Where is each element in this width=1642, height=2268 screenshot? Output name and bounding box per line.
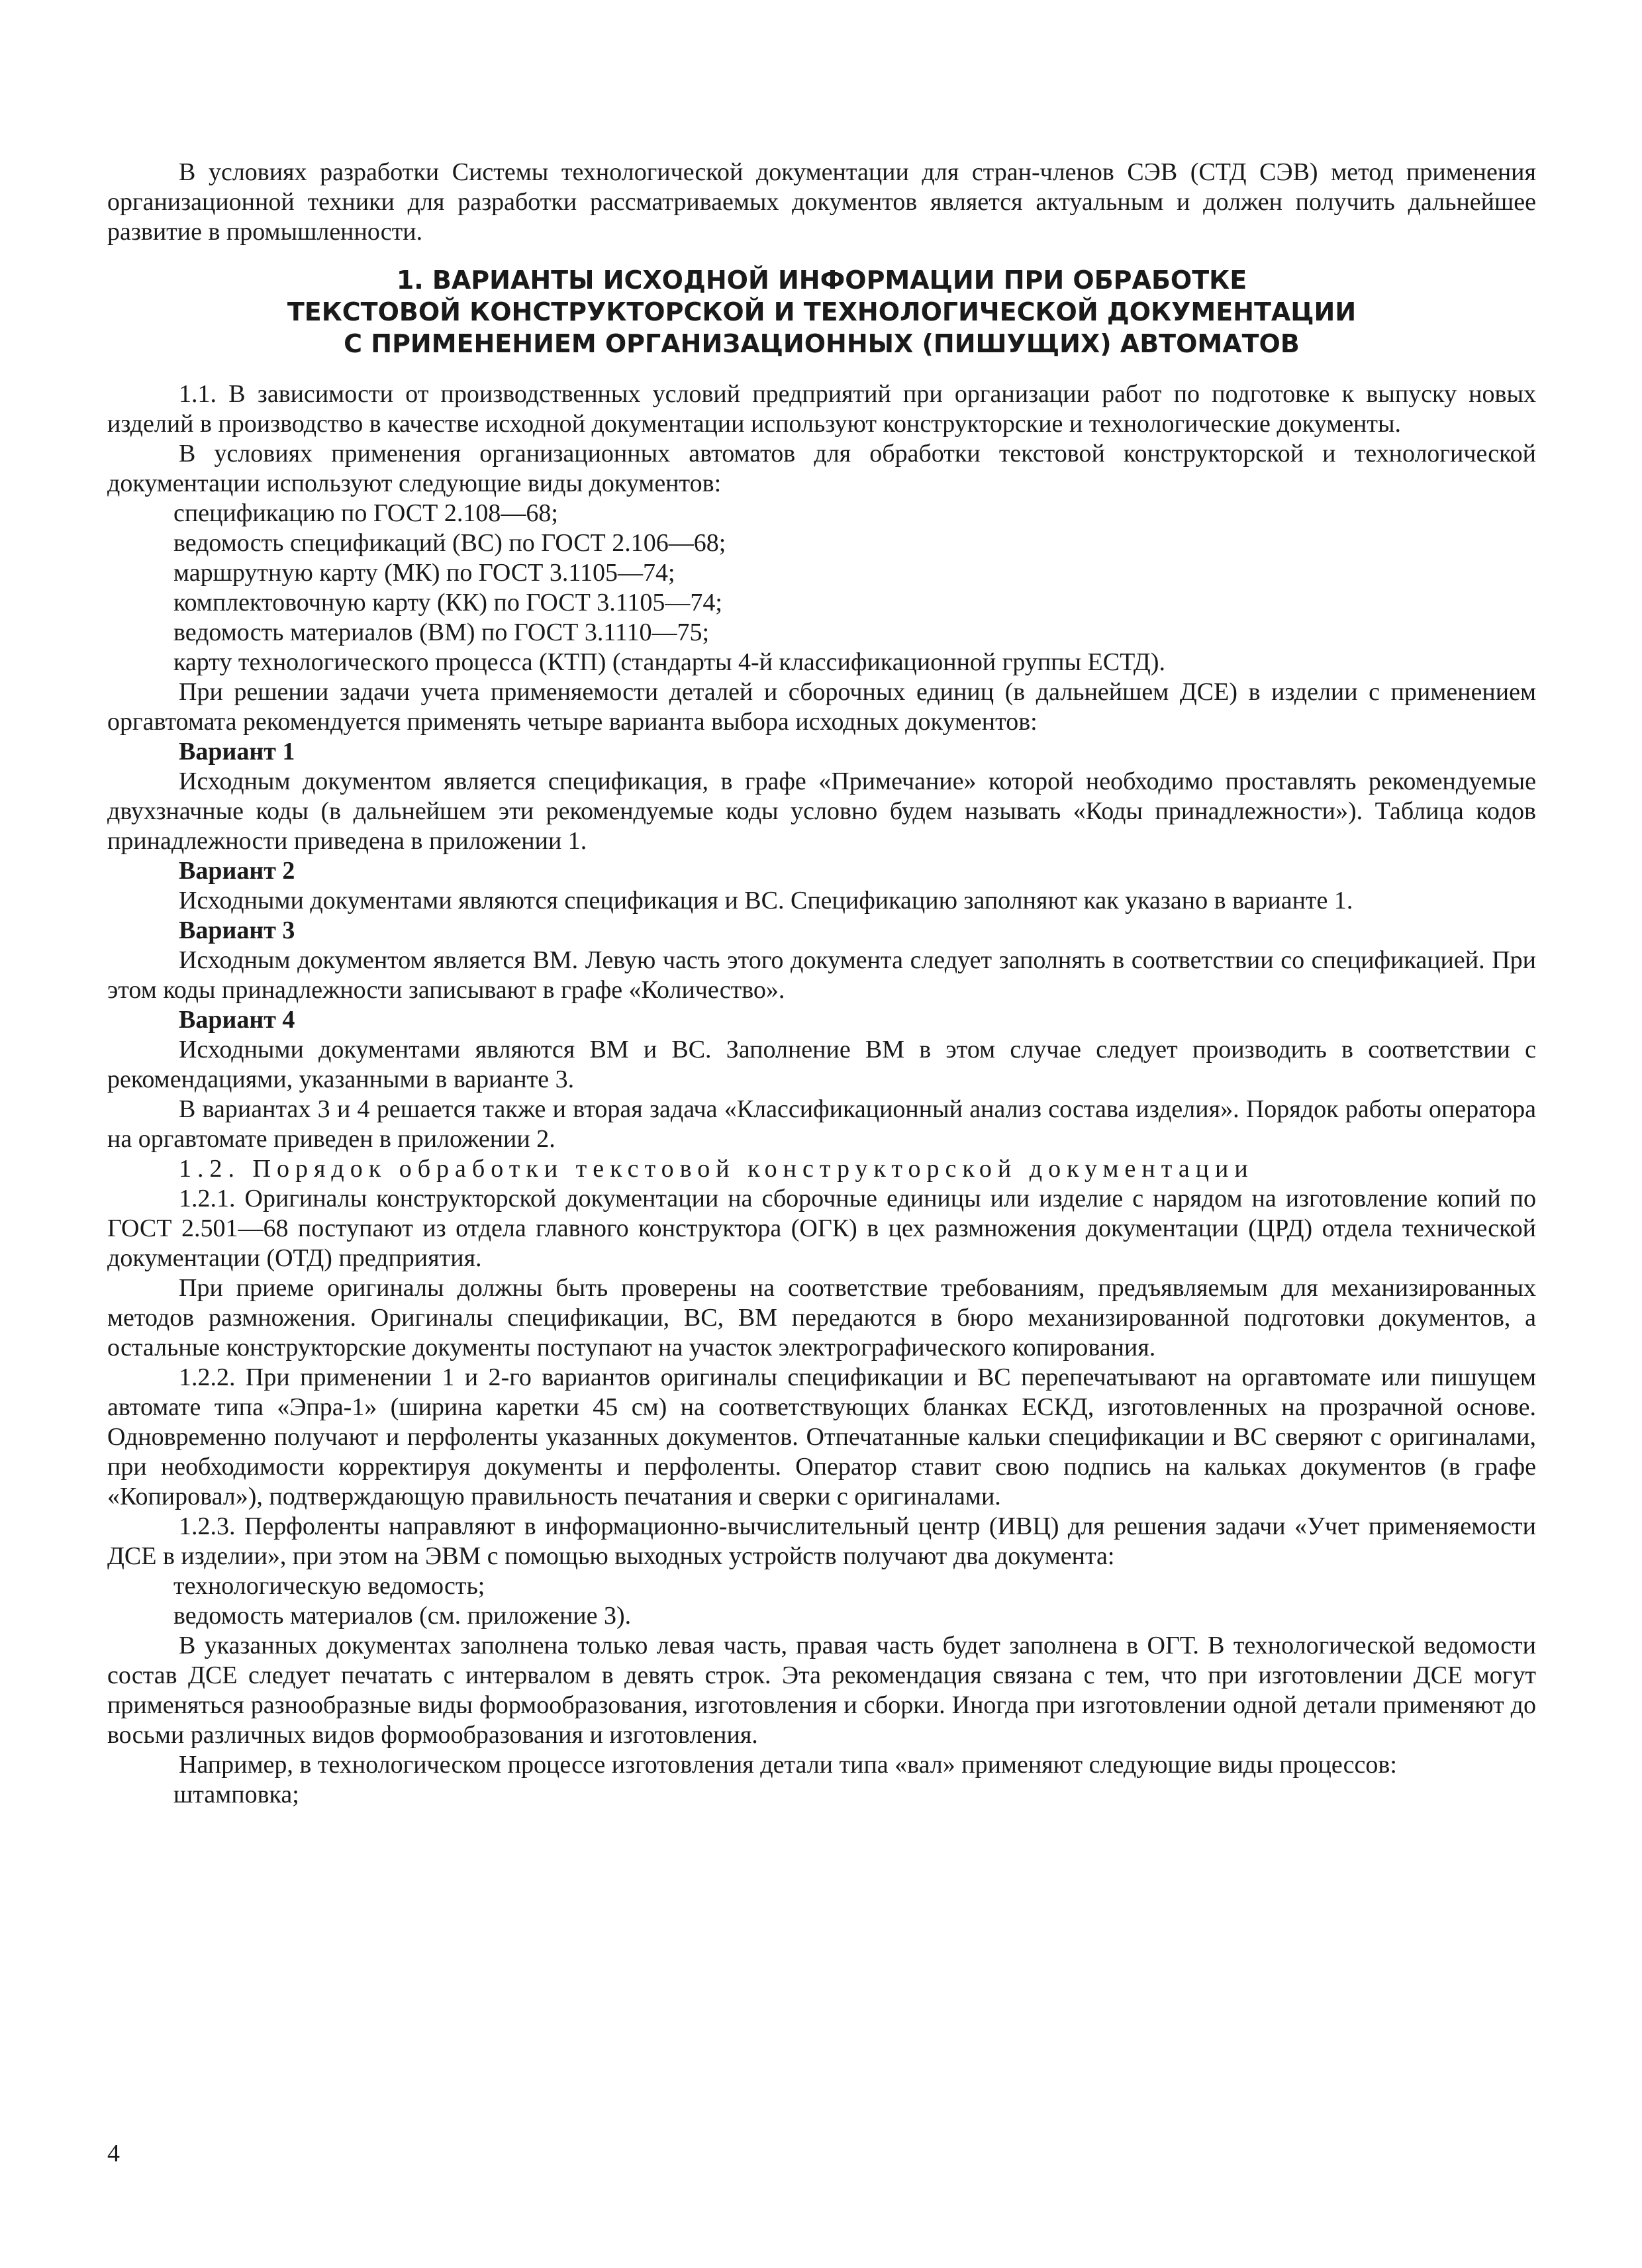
section-1-title <box>107 264 1536 360</box>
paragraph-1-2-3: 1.2.3. Перфоленты направляют в информационно-вычислительный центр (ИВЦ) для решения задачи «Учет применяемости ДСЕ в изделии», при этом на ЭВМ с помощью выходных устройств получают два документа: <box>107 1512 1536 1570</box>
output-documents-list <box>107 1571 1536 1631</box>
paragraph-1-1: 1.1. В зависимости от производственных условий предприятий при организации работ по подготовке к выпуску новых изделий в производство в качестве исходной документации используют конструкторские и технологические документы. <box>107 380 1536 438</box>
list-item: ведомость спецификаций (ВС) по ГОСТ 2.106—68; <box>173 529 726 557</box>
document-types-list <box>107 499 1536 677</box>
variant-heading: Вариант 4 <box>179 1006 295 1034</box>
intro-paragraph: В условиях разработки Системы технологической документации для стран-членов СЭВ (СТД СЭВ) метод применения организационной техники для разработки рассматриваемых документов является актуальным и должен получить дальнейшее развитие в промышленности. <box>107 158 1536 246</box>
variant-text: Исходным документом является ВМ. Левую часть этого документа следует заполнять в соответствии со спецификацией. При этом коды принадлежности записывают в графе «Количество». <box>107 946 1536 1004</box>
variant-heading: Вариант 3 <box>179 916 295 944</box>
paragraph-1-2-1: 1.2.1. Оригиналы конструкторской документации на сборочные единицы или изделие с нарядом на изготовление копий по ГОСТ 2.501—68 поступают из отдела главного конструктора (ОГК) в цех размножения документации (ЦРД) отдела технической документации (ОТД) предприятия. <box>107 1185 1536 1272</box>
section-1-title-line-1: 1. ВАРИАНТЫ ИСХОДНОЙ ИНФОРМАЦИИ ПРИ ОБРАБОТКЕ <box>396 266 1247 295</box>
paragraph-task: При решении задачи учета применяемости деталей и сборочных единиц (в дальнейшем ДСЕ) в изделии с применением оргавтомата рекомендуется применять четыре варианта выбора исходных документов: <box>107 678 1536 736</box>
section-1-title-line-2: ТЕКСТОВОЙ КОНСТРУКТОРСКОЙ И ТЕХНОЛОГИЧЕСКОЙ ДОКУМЕНТАЦИИ <box>287 297 1357 326</box>
variant-text: Исходными документами являются ВМ и ВС. Заполнение ВМ в этом случае следует производить в соответствии с рекомендациями, указанными в варианте 3. <box>107 1036 1536 1093</box>
variant-1 <box>107 737 1536 856</box>
variant-heading: Вариант 1 <box>179 738 295 765</box>
process-types-list <box>107 1780 1536 1810</box>
paragraph-reception: При приеме оригиналы должны быть проверены на соответствие требованиям, предъявляемым для механизированных методов размножения. Оригиналы спецификации, ВС, ВМ передаются в бюро механизированной подготовки документов, а остальные конструкторские документы поступают на участок электрографического копирования. <box>107 1274 1536 1361</box>
subsection-1-2-title: 1.2. Порядок обработки текстовой конструкторской документации <box>179 1155 1254 1183</box>
variant-4 <box>107 1005 1536 1095</box>
list-item: карту технологического процесса (КТП) (стандарты 4-й классификационной группы ЕСТД). <box>173 648 1165 676</box>
list-item: технологическую ведомость; <box>173 1572 485 1600</box>
variant-2 <box>107 856 1536 916</box>
section-1-title-line-3: С ПРИМЕНЕНИЕМ ОРГАНИЗАЦИОННЫХ (ПИШУЩИХ) АВТОМАТОВ <box>344 329 1300 358</box>
list-item: ведомость материалов (ВМ) по ГОСТ 3.1110—75; <box>173 618 710 646</box>
page-number: 4 <box>107 2140 120 2167</box>
paragraph-1-1-documents: В условиях применения организационных автоматов для обработки текстовой конструкторской и технологической документации используют следующие виды документов: <box>107 440 1536 497</box>
paragraph-variants-3-4: В вариантах 3 и 4 решается также и вторая задача «Классификационный анализ состава изделия». Порядок работы оператора на оргавтомате приведен в приложении 2. <box>107 1095 1536 1153</box>
variant-3 <box>107 916 1536 1005</box>
list-item: маршрутную карту (МК) по ГОСТ 3.1105—74; <box>173 559 675 587</box>
variant-text: Исходными документами являются спецификация и ВС. Спецификацию заполняют как указано в варианте 1. <box>179 887 1353 914</box>
variant-text: Исходным документом является спецификация, в графе «Примечание» которой необходимо проставлять рекомендуемые двухзначные коды (в дальнейшем эти рекомендуемые коды условно будем называть «Коды принадлежности»). Таблица кодов принадлежности приведена в приложении 1. <box>107 767 1536 855</box>
list-item: штамповка; <box>173 1781 299 1808</box>
paragraph-example: Например, в технологическом процессе изготовления детали типа «вал» применяют следующие виды процессов: <box>179 1751 1397 1779</box>
paragraph-1-2-2: 1.2.2. При применении 1 и 2-го вариантов оригиналы спецификации и ВС перепечатывают на оргавтомате или пишущем автомате типа «Эпра-1» (ширина каретки 45 см) на соответствующих бланках ЕСКД, изготовленных на прозрачной основе. Одновременно получают и перфоленты указанных документов. Отпечатанные кальки спецификации и ВС сверяют с оригиналами, при необходимости корректируя документы и перфоленты. Оператор ставит свою подпись на кальках документов (в графе «Копировал»), подтверждающую правильность печатания и сверки с оригиналами. <box>107 1363 1536 1510</box>
list-item: спецификацию по ГОСТ 2.108—68; <box>173 499 558 527</box>
list-item: комплектовочную карту (КК) по ГОСТ 3.1105—74; <box>173 589 722 616</box>
variant-heading: Вариант 2 <box>179 857 295 885</box>
paragraph-left-part: В указанных документах заполнена только левая часть, правая часть будет заполнена в ОГТ. В технологической ведомости состав ДСЕ следует печатать с интервалом в девять строк. Эта рекомендация связана с тем, что при изготовлении ДСЕ могут применяться разнообразные виды формообразования, изготовления и сборки. Иногда при изготовлении одной детали применяют до восьми различных видов формообразования и изготовления. <box>107 1632 1536 1749</box>
list-item: ведомость материалов (см. приложение 3). <box>173 1602 632 1630</box>
